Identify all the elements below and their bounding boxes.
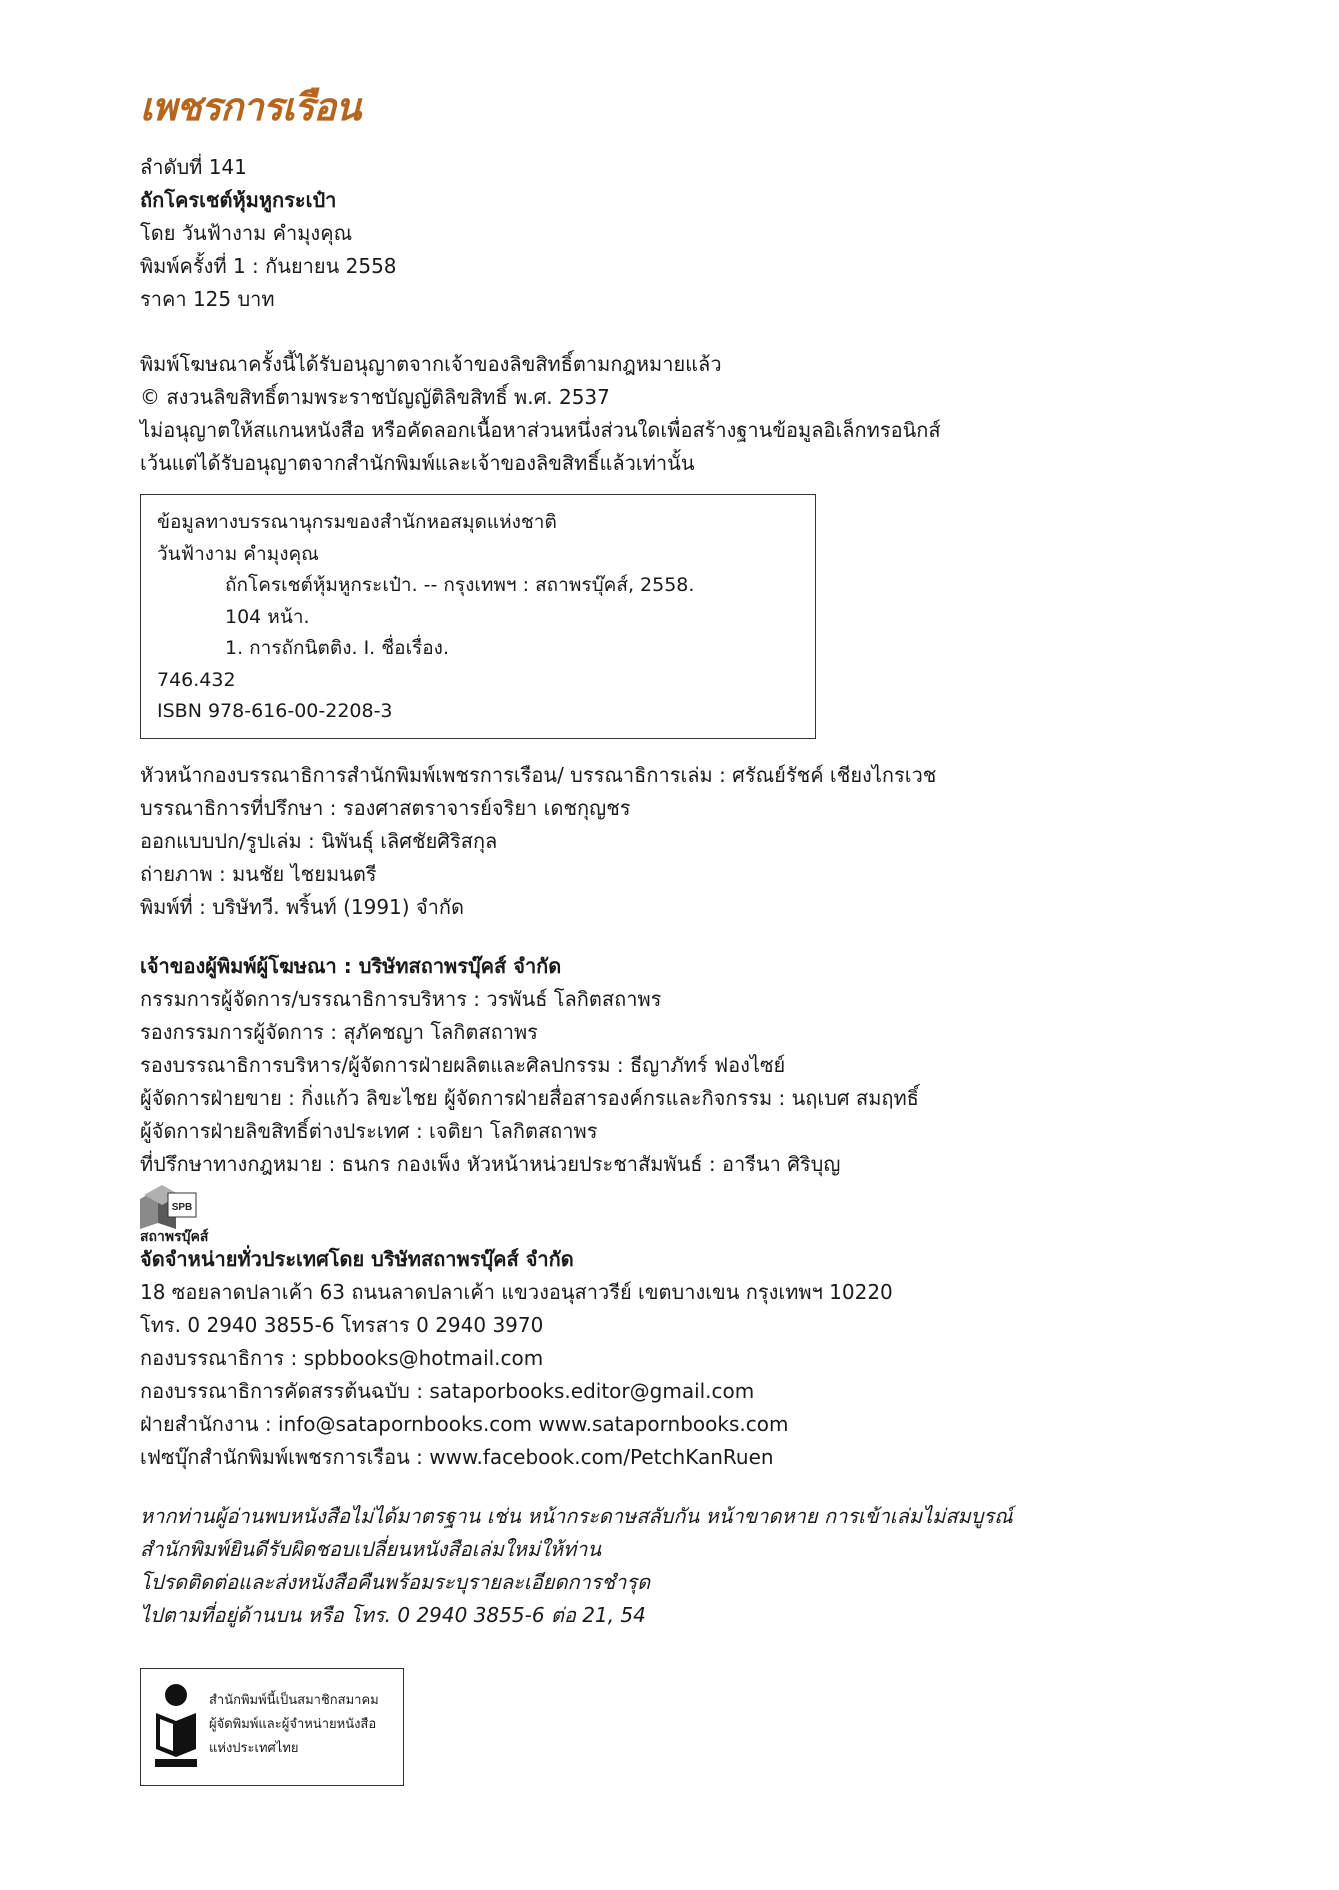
book-author: โดย วันฟ้างาม คำมุงคุณ	[140, 221, 353, 245]
editorial-credits	[140, 759, 1240, 924]
copyright-notice	[140, 348, 1240, 480]
association-line-2: ผู้จัดพิมพ์และผู้จำหน่ายหนังสือ	[209, 1716, 377, 1732]
notice-line-2: สำนักพิมพ์ยินดีรับผิดชอบเปลี่ยนหนังสือเล่มใหม่ให้ท่าน	[140, 1536, 602, 1561]
cip-isbn: ISBN 978-616-00-2208-3	[157, 700, 393, 722]
imprint-page	[140, 85, 1240, 1786]
copyright-line-4: เว้นแต่ได้รับอนุญาตจากสำนักพิมพ์และเจ้าของลิขสิทธิ์แล้วเท่านั้น	[140, 451, 695, 475]
distribution-phone: โทร. 0 2940 3855-6 โทรสาร 0 2940 3970	[140, 1312, 544, 1337]
publishers-association-badge	[140, 1668, 404, 1786]
publisher-line-1: กรรมการผู้จัดการ/บรรณาธิการบริหาร : วรพันธ์ โลกิตสถาพร	[140, 986, 662, 1011]
distribution-editorial-email: กองบรรณาธิการ : spbbooks@hotmail.com	[140, 1345, 544, 1370]
notice-line-1: หากท่านผู้อ่านพบหนังสือไม่ได้มาตรฐาน เช่น หน้ากระดาษสลับกัน หน้าขาดหาย การเข้าเล่มไม่สมบูรณ์	[140, 1503, 1013, 1528]
association-line-3: แห่งประเทศไทย	[209, 1740, 299, 1756]
editorial-line-1: หัวหน้ากองบรรณาธิการสำนักพิมพ์เพชรการเรือน/ บรรณาธิการเล่ม : ศรัณย์รัชค์ เชียงไกรเวช	[140, 762, 937, 787]
publisher-owner: เจ้าของผู้พิมพ์ผู้โฆษณา : บริษัทสถาพรบุ๊คส์ จำกัด	[140, 953, 562, 978]
publisher-line-4: ผู้จัดการฝ่ายขาย : กิ่งแก้ว ลิขะไชย ผู้จัดการฝ่ายสื่อสารองค์กรและกิจกรรม : นฤเบศ สมฤทธิ์	[140, 1085, 919, 1110]
cip-imprint: ถักโครเชต์หุ้มหูกระเป๋า. -- กรุงเทพฯ : สถาพรบุ๊คส์, 2558.	[225, 574, 695, 596]
book-stack-icon	[140, 1185, 202, 1231]
distribution-manuscript-email: กองบรรณาธิการคัดสรรต้นฉบับ : sataporbooks.editor@gmail.com	[140, 1378, 755, 1403]
cip-heading: ข้อมูลทางบรรณานุกรมของสำนักหอสมุดแห่งชาติ	[157, 511, 557, 533]
spb-caption: สถาพรบุ๊คส์	[140, 1228, 209, 1245]
book-sequence: ลำดับที่ 141	[140, 155, 247, 179]
book-info	[140, 151, 1240, 316]
copyright-line-2: © สงวนลิขสิทธิ์ตามพระราชบัญญัติลิขสิทธิ์ พ.ศ. 2537	[140, 385, 610, 409]
cip-subjects: 1. การถักนิตติง. I. ชื่อเรื่อง.	[225, 637, 449, 659]
publisher-line-3: รองบรรณาธิการบริหาร/ผู้จัดการฝ่ายผลิตและศิลปกรรม : ธีญาภัทร์ ฟองไซย์	[140, 1052, 786, 1077]
book-edition: พิมพ์ครั้งที่ 1 : กันยายน 2558	[140, 254, 397, 278]
cataloging-data-box	[140, 494, 816, 739]
reader-book-icon	[153, 1683, 199, 1769]
editorial-line-5: พิมพ์ที่ : บริษัทวี. พริ้นท์ (1991) จำกัด	[140, 894, 464, 919]
copyright-line-3: ไม่อนุญาตให้สแกนหนังสือ หรือคัดลอกเนื้อหาส่วนหนึ่งส่วนใดเพื่อสร้างฐานข้อมูลอิเล็กทรอนิกส์	[140, 418, 941, 442]
cip-pages: 104 หน้า.	[225, 605, 310, 628]
distribution-address: 18 ซอยลาดปลาเค้า 63 ถนนลาดปลาเค้า แขวงอนุสาวรีย์ เขตบางเขน กรุงเทพฯ 10220	[140, 1279, 893, 1304]
spb-badge: SPB	[171, 1201, 193, 1213]
distribution-office: ฝ่ายสำนักงาน : info@satapornbooks.com www.satapornbooks.com	[140, 1411, 789, 1436]
association-line-1: สำนักพิมพ์นี้เป็นสมาชิกสมาคม	[209, 1692, 379, 1708]
defect-notice	[140, 1500, 1240, 1632]
publisher-line-5: ผู้จัดการฝ่ายลิขสิทธิ์ต่างประเทศ : เจติยา โลกิตสถาพร	[140, 1118, 598, 1143]
brand-logo: เพชรการเรือน	[140, 84, 361, 129]
publisher-line-6: ที่ปรึกษาทางกฎหมาย : ธนกร กองเพ็ง หัวหน้าหน่วยประชาสัมพันธ์ : อารีนา ศิริบุญ	[140, 1151, 841, 1176]
cip-author: วันฟ้างาม คำมุงคุณ	[157, 542, 319, 565]
distribution-facebook: เฟซบุ๊กสำนักพิมพ์เพชรการเรือน : www.facebook.com/PetchKanRuen	[140, 1444, 774, 1469]
editorial-line-2: บรรณาธิการที่ปรึกษา : รองศาสตราจารย์จริยา เดชกุญชร	[140, 795, 631, 820]
book-price: ราคา 125 บาท	[140, 287, 275, 311]
publisher-credits	[140, 950, 1240, 1181]
cip-classification: 746.432	[157, 668, 236, 691]
editorial-line-3: ออกแบบปก/รูปเล่ม : นิพันธุ์ เลิศชัยศิริสกุล	[140, 828, 498, 853]
notice-line-3: โปรดติดต่อและส่งหนังสือคืนพร้อมระบุรายละเอียดการชำรุด	[140, 1569, 651, 1594]
distribution-heading: จัดจำหน่ายทั่วประเทศโดย บริษัทสถาพรบุ๊คส์ จำกัด	[140, 1246, 574, 1271]
copyright-line-1: พิมพ์โฆษณาครั้งนี้ได้รับอนุญาตจากเจ้าของลิขสิทธิ์ตามกฎหมายแล้ว	[140, 352, 722, 376]
publisher-line-2: รองกรรมการผู้จัดการ : สุภัคชญา โลกิตสถาพร	[140, 1019, 538, 1044]
distribution-info	[140, 1243, 1240, 1474]
spb-logo	[140, 1185, 1240, 1243]
book-title: ถักโครเชต์หุ้มหูกระเป๋า	[140, 188, 337, 212]
notice-line-4: ไปตามที่อยู่ด้านบน หรือ โทร. 0 2940 3855-6 ต่อ 21, 54	[140, 1602, 646, 1627]
editorial-line-4: ถ่ายภาพ : มนชัย ไชยมนตรี	[140, 861, 377, 886]
